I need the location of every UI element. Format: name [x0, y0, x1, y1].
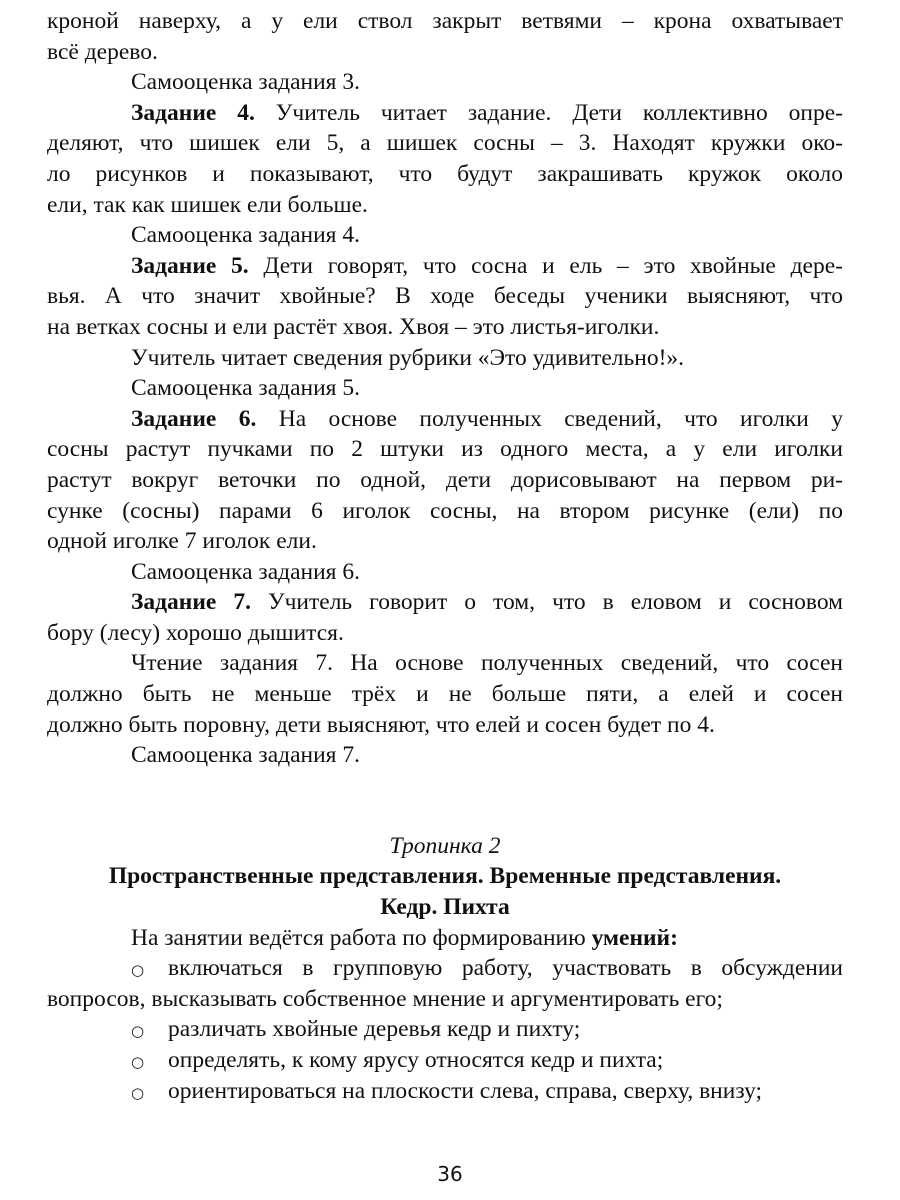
task-label: Задание 7. [131, 589, 251, 616]
list-item [47, 1014, 843, 1045]
line-text: определять, к кому ярусу относятся кедр и пихта; [168, 1047, 664, 1073]
line-text: на ветках сосны и ели растёт хвоя. Хвоя – это листья-иголки. [47, 313, 660, 340]
section-heading-line: Кедр. Пихта [380, 894, 510, 921]
text-line [47, 465, 843, 496]
line-text: ели, так как шишек ели больше. [47, 191, 368, 218]
task-label: Задание 4. [131, 99, 255, 126]
body-text [47, 6, 843, 771]
text-line [47, 710, 843, 741]
line-text: должно быть не меньше трёх и не больше пяти, а елей и сосен [47, 681, 843, 708]
line-text: деляют, что шишек ели 5, а шишек сосны – 3. Находят кружки око- [47, 130, 843, 157]
line-text: ориентироваться на плоскости слева, справа, сверху, внизу; [168, 1077, 763, 1104]
line-text: бору (лесу) хорошо дышится. [47, 619, 344, 646]
text-line [47, 404, 843, 435]
text-line [47, 648, 843, 679]
line-text: Самооценка задания 4. [131, 222, 360, 249]
text-line [47, 281, 843, 312]
task-label: Задание 6. [131, 405, 257, 432]
line-text: Самооценка задания 6. [131, 558, 360, 585]
bullet-circle-icon: ○ [131, 1083, 145, 1102]
line-text: Чтение задания 7. На основе полученных сведений, что сосен [131, 650, 843, 677]
line-text: Учитель читает задание. Дети коллективно опре- [254, 99, 843, 126]
text-line [47, 679, 843, 710]
line-text: различать хвойные деревья кедр и пихту; [168, 1016, 581, 1043]
intro-line: На занятии ведётся работа по формированию умений: [131, 924, 678, 951]
line-text: одной иголке 7 иголок ели. [47, 528, 317, 555]
line-text: Учитель читает сведения рубрики «Это удивительно!». [131, 344, 685, 371]
list-item [47, 953, 843, 984]
line-text: На основе полученных сведений, что иголки у [256, 405, 843, 432]
page-number: 36 [437, 1162, 463, 1186]
text-line [47, 434, 843, 465]
line-text: Самооценка задания 3. [131, 69, 360, 96]
line-text: Самооценка задания 5. [131, 375, 360, 402]
line-text: ло рисунков и показывают, что будут закрашивать кружок около [47, 160, 843, 187]
section-subtitle: Тропинка 2 [389, 832, 501, 859]
line-text: вья. А что значит хвойные? В ходе беседы ученики выясняют, что [47, 283, 843, 310]
line-text: сосны растут пучками по 2 штуки из одного места, а у ели иголки [47, 436, 843, 463]
text-line [47, 587, 843, 618]
bullet-circle-icon: ○ [131, 1053, 145, 1071]
skills-list [47, 953, 843, 1106]
text-line [47, 496, 843, 527]
line-text: должно быть поровну, дети выясняют, что елей и сосен будет по 4. [47, 711, 715, 738]
text-line [47, 37, 843, 68]
bullet-circle-icon: ○ [131, 961, 145, 980]
section-heading-line: Пространственные представления. Временные представления. [108, 863, 782, 890]
text-line [47, 98, 843, 129]
text-line [47, 220, 843, 251]
text-line [47, 740, 843, 771]
text-line [47, 312, 843, 343]
text-line [47, 984, 843, 1015]
list-item [47, 1076, 843, 1107]
line-text: Самооценка задания 7. [131, 742, 360, 769]
line-text: растут вокруг веточки по одной, дети дорисовывают на первом ри- [47, 466, 843, 493]
list-item [47, 1045, 843, 1076]
line-text: кроной наверху, а у ели ствол закрыт ветвями – крона охватывает [47, 8, 843, 34]
text-line [47, 67, 843, 98]
line-text: вопросов, высказывать собственное мнение и аргументировать его; [47, 985, 723, 1012]
text-line [47, 128, 843, 159]
text-line [47, 557, 843, 588]
line-text: Дети говорят, что сосна и ель – это хвойные дере- [248, 252, 843, 279]
line-text: включаться в групповую работу, участвовать в обсуждении [168, 955, 843, 982]
text-line [47, 618, 843, 649]
line-text: Учитель говорит о том, что в еловом и сосновом [250, 589, 843, 616]
text-line [47, 251, 843, 282]
text-line [47, 190, 843, 221]
text-line [47, 526, 843, 557]
text-line [47, 6, 843, 37]
page-content [47, 6, 843, 1106]
line-text: всё дерево. [47, 38, 158, 65]
text-line [47, 159, 843, 190]
text-line [47, 373, 843, 404]
line-text: сунке (сосны) парами 6 иголок сосны, на втором рисунке (ели) по [47, 497, 843, 524]
text-line [47, 343, 843, 374]
task-label: Задание 5. [131, 252, 249, 279]
bullet-circle-icon: ○ [131, 1022, 145, 1041]
